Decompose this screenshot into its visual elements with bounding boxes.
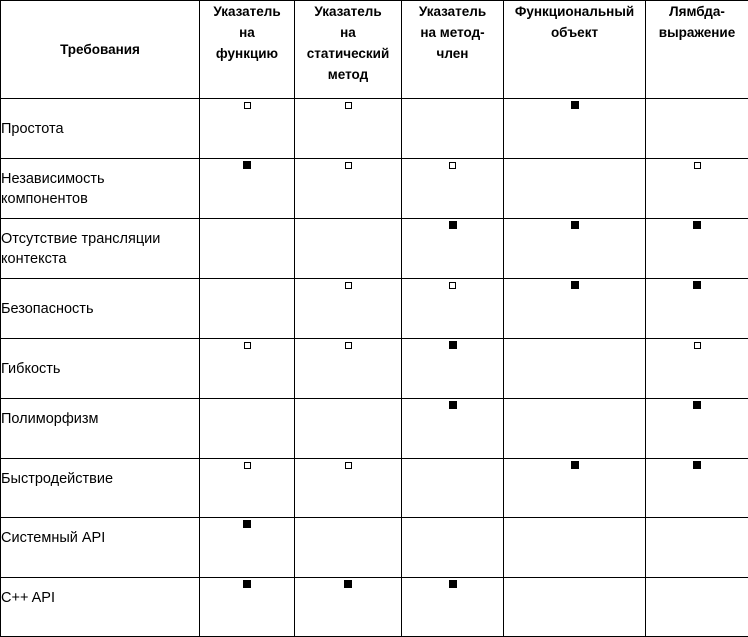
filled-square-icon bbox=[344, 580, 352, 588]
support-cell bbox=[646, 399, 748, 459]
filled-square-icon bbox=[449, 580, 457, 588]
support-cell bbox=[200, 399, 295, 459]
support-cell bbox=[504, 518, 646, 578]
requirement-label-line: Полиморфизм bbox=[1, 411, 99, 427]
support-cell bbox=[295, 159, 402, 219]
support-cell bbox=[295, 219, 402, 279]
header-functional-object bbox=[504, 1, 646, 99]
support-cell bbox=[504, 399, 646, 459]
hollow-square-icon bbox=[345, 342, 352, 349]
header-line: функцию bbox=[215, 46, 279, 61]
support-cell bbox=[200, 339, 295, 399]
header-requirements-text: Требования bbox=[60, 42, 140, 57]
filled-square-icon bbox=[243, 161, 251, 169]
requirement-label-line: Независимость bbox=[1, 170, 105, 187]
support-cell bbox=[402, 339, 504, 399]
table-row bbox=[1, 219, 748, 279]
requirement-label bbox=[1, 399, 200, 459]
filled-square-icon bbox=[571, 101, 579, 109]
support-cell bbox=[402, 219, 504, 279]
header-line: Указатель bbox=[213, 4, 281, 19]
filled-square-icon bbox=[449, 341, 457, 349]
header-line: на bbox=[340, 25, 356, 40]
hollow-square-icon bbox=[694, 342, 701, 349]
table-row bbox=[1, 159, 748, 219]
hollow-square-icon bbox=[345, 282, 352, 289]
support-cell bbox=[200, 518, 295, 578]
support-cell bbox=[504, 279, 646, 339]
requirement-label bbox=[1, 577, 200, 637]
filled-square-icon bbox=[693, 221, 701, 229]
support-cell bbox=[504, 458, 646, 518]
support-cell bbox=[295, 577, 402, 637]
support-cell bbox=[504, 339, 646, 399]
hollow-square-icon bbox=[345, 462, 352, 469]
requirement-label bbox=[1, 458, 200, 518]
requirement-label-line: Системный API bbox=[1, 530, 106, 546]
table-row bbox=[1, 279, 748, 339]
hollow-square-icon bbox=[449, 282, 456, 289]
filled-square-icon bbox=[693, 461, 701, 469]
header-lambda-expression bbox=[646, 1, 748, 99]
table-row bbox=[1, 99, 748, 159]
support-cell bbox=[200, 458, 295, 518]
filled-square-icon bbox=[449, 401, 457, 409]
header-line: метод bbox=[327, 67, 369, 82]
requirement-label bbox=[1, 99, 200, 159]
filled-square-icon bbox=[243, 580, 251, 588]
requirement-label-line: контекста bbox=[1, 250, 67, 267]
requirement-label bbox=[1, 518, 200, 578]
table-row bbox=[1, 518, 748, 578]
filled-square-icon bbox=[243, 520, 251, 528]
header-line: Функциональный bbox=[514, 4, 635, 19]
support-cell bbox=[402, 279, 504, 339]
header-function-pointer bbox=[200, 1, 295, 99]
header-line: объект bbox=[550, 25, 599, 40]
support-cell bbox=[402, 99, 504, 159]
header-line: член bbox=[436, 46, 469, 61]
filled-square-icon bbox=[693, 401, 701, 409]
hollow-square-icon bbox=[449, 162, 456, 169]
support-cell bbox=[295, 339, 402, 399]
hollow-square-icon bbox=[345, 102, 352, 109]
support-cell bbox=[504, 577, 646, 637]
hollow-square-icon bbox=[244, 102, 251, 109]
hollow-square-icon bbox=[244, 462, 251, 469]
header-requirements bbox=[1, 1, 200, 99]
hollow-square-icon bbox=[244, 342, 251, 349]
header-line: статический bbox=[306, 46, 390, 61]
support-cell bbox=[402, 518, 504, 578]
requirement-label-line: Простота bbox=[1, 120, 64, 137]
requirement-label bbox=[1, 159, 200, 219]
header-static-method-pointer bbox=[295, 1, 402, 99]
support-cell bbox=[402, 159, 504, 219]
header-line: Лямбда- bbox=[669, 4, 725, 19]
support-cell bbox=[402, 399, 504, 459]
support-cell bbox=[200, 219, 295, 279]
table-row bbox=[1, 577, 748, 637]
header-line: Указатель bbox=[314, 4, 382, 19]
support-cell bbox=[504, 159, 646, 219]
support-cell bbox=[504, 99, 646, 159]
support-cell bbox=[295, 458, 402, 518]
header-member-method-pointer bbox=[402, 1, 504, 99]
support-cell bbox=[646, 99, 748, 159]
table-row bbox=[1, 399, 748, 459]
support-cell bbox=[646, 159, 748, 219]
support-cell bbox=[402, 577, 504, 637]
support-cell bbox=[200, 159, 295, 219]
support-cell bbox=[200, 279, 295, 339]
header-line: на метод- bbox=[420, 25, 485, 40]
filled-square-icon bbox=[449, 221, 457, 229]
filled-square-icon bbox=[571, 281, 579, 289]
support-cell bbox=[402, 458, 504, 518]
requirement-label-line: Отсутствие трансляции bbox=[1, 230, 161, 247]
support-cell bbox=[646, 279, 748, 339]
support-cell bbox=[646, 458, 748, 518]
support-cell bbox=[295, 99, 402, 159]
header-line: выражение bbox=[658, 25, 736, 40]
table-row bbox=[1, 339, 748, 399]
support-cell bbox=[646, 219, 748, 279]
requirement-label-line: C++ API bbox=[1, 589, 56, 606]
requirement-label-line: Гибкость bbox=[1, 360, 61, 377]
header-row bbox=[1, 1, 748, 99]
support-cell bbox=[200, 577, 295, 637]
requirement-label bbox=[1, 219, 200, 279]
support-cell bbox=[646, 339, 748, 399]
support-cell bbox=[646, 577, 748, 637]
filled-square-icon bbox=[693, 281, 701, 289]
requirement-label bbox=[1, 279, 200, 339]
filled-square-icon bbox=[571, 461, 579, 469]
header-line: на bbox=[239, 25, 255, 40]
support-cell bbox=[646, 518, 748, 578]
table-body bbox=[1, 99, 748, 637]
requirement-label bbox=[1, 339, 200, 399]
requirement-label-line: Быстродействие bbox=[1, 470, 114, 487]
filled-square-icon bbox=[571, 221, 579, 229]
requirement-label-line: Безопасность bbox=[1, 300, 94, 317]
support-cell bbox=[295, 518, 402, 578]
hollow-square-icon bbox=[694, 162, 701, 169]
hollow-square-icon bbox=[345, 162, 352, 169]
support-cell bbox=[295, 399, 402, 459]
support-cell bbox=[200, 99, 295, 159]
header-line: Указатель bbox=[418, 4, 487, 19]
support-cell bbox=[504, 219, 646, 279]
table-row bbox=[1, 458, 748, 518]
support-cell bbox=[295, 279, 402, 339]
requirement-label-line: компонентов bbox=[1, 190, 88, 207]
